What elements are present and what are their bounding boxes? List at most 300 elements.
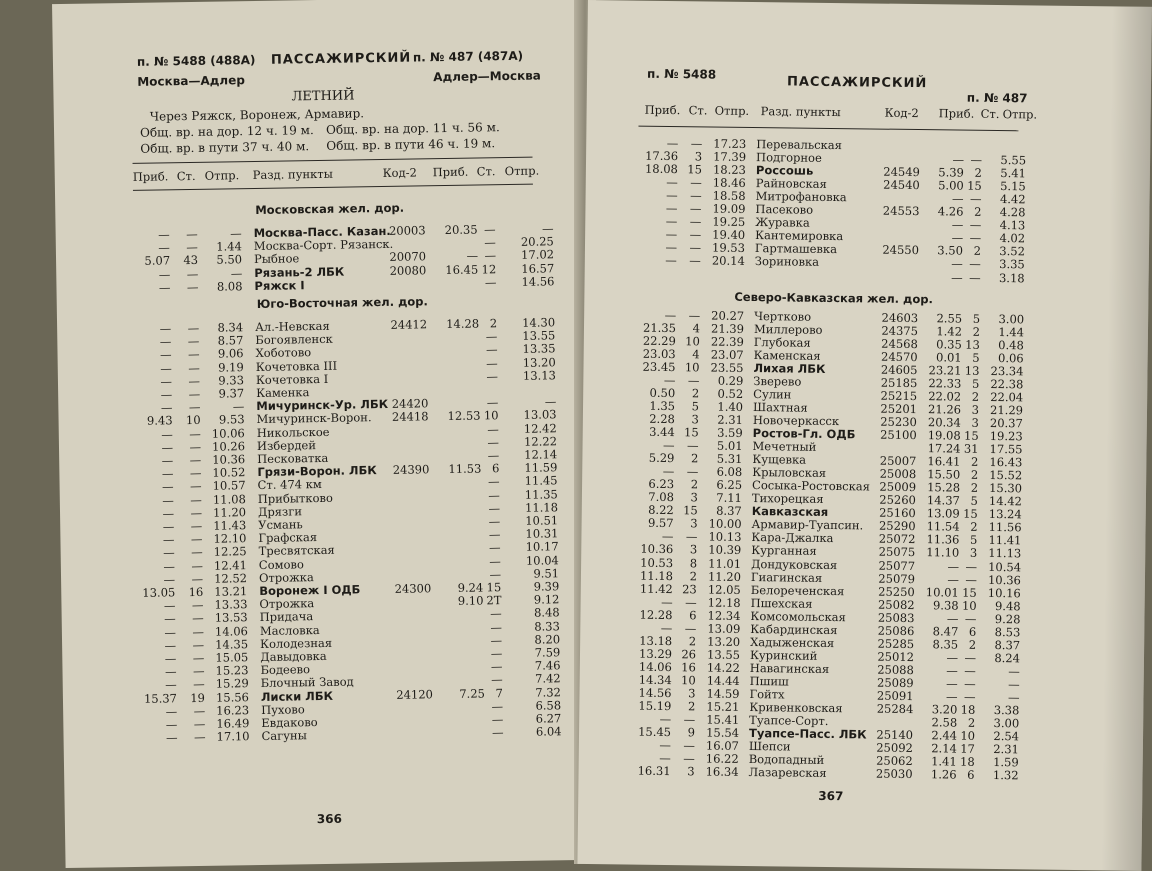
cell-arr: 3.44 (635, 426, 675, 439)
right-page (577, 0, 1152, 871)
cell-code: 25030 (868, 768, 912, 782)
cell-arr: — (138, 533, 174, 547)
cell-dep: 16.49 (209, 717, 249, 731)
cell-stop: 10 (172, 414, 200, 427)
cell-dep2: 11.56 (978, 521, 1022, 535)
cell-dep2: 0.06 (980, 351, 1024, 365)
cell-stop2: 2 (962, 482, 978, 495)
cell-dep2: 7.59 (508, 646, 560, 660)
cell-arr: — (638, 189, 678, 202)
cell-stop2: 13 (964, 338, 980, 351)
cell-dep2: 6.58 (509, 699, 561, 713)
cell-stop: 10 (676, 335, 700, 348)
cell-arr: — (140, 652, 176, 666)
cell-stop: — (173, 427, 201, 440)
col-station: Разд. пункты (761, 105, 841, 119)
cell-code: 20080 (374, 264, 426, 278)
cell-stop: — (177, 718, 205, 731)
cell-code: 25260 (872, 494, 916, 508)
cell-station: Ряжск I (254, 279, 304, 293)
cell-stop: 10 (675, 361, 699, 374)
cell-dep2: 13.13 (504, 369, 556, 383)
cell-dep: 6.08 (700, 466, 742, 480)
cell-dep2: 0.48 (980, 338, 1024, 352)
cell-stop: 2 (674, 478, 698, 491)
cell-arr2: 16.45 (432, 263, 478, 277)
cell-code (869, 716, 913, 717)
cell-code: 25062 (869, 755, 913, 769)
cell-arr: — (140, 665, 176, 679)
cell-stop2: — (482, 357, 498, 370)
cell-stop: 2 (672, 635, 696, 648)
cell-arr: 11.18 (633, 569, 673, 582)
cell-stop2: 12 (480, 263, 496, 276)
cell-arr: — (134, 228, 170, 242)
cell-arr2: 1.42 (920, 325, 962, 339)
cell-arr2: 10.01 (917, 586, 959, 600)
cell-arr2: 15.50 (918, 468, 960, 482)
cell-arr2: 3.50 (921, 244, 963, 258)
cell-station: Лихая ЛБК (753, 362, 825, 376)
cell-arr2: 23.21 (919, 364, 961, 378)
col-station: Разд. пункты (253, 168, 333, 182)
cell-dep: 11.20 (699, 570, 741, 584)
cell-dep2: 13.03 (504, 409, 556, 423)
cell-station: Отрожка (259, 597, 314, 611)
cell-dep: 1.44 (202, 240, 242, 254)
cell-arr2 (438, 634, 484, 635)
cell-stop2: 2 (966, 167, 982, 180)
cell-stop2: 5 (961, 534, 977, 547)
cell-arr2: — (915, 690, 957, 704)
cell-code: 25185 (873, 376, 917, 390)
cell-code: 25075 (871, 546, 915, 560)
cell-code: 20070 (374, 251, 426, 265)
cell-dep: 14.44 (698, 674, 740, 688)
cell-dep2: 2.31 (975, 743, 1019, 757)
cell-arr: 8.22 (634, 504, 674, 517)
cell-stop: 3 (675, 413, 699, 426)
cell-dep: 6.25 (700, 479, 742, 493)
cell-code: 24120 (381, 688, 433, 702)
cell-station: Белореченская (751, 584, 845, 598)
cell-code (876, 140, 920, 141)
cell-dep: 11.01 (699, 557, 741, 571)
cell-stop2: — (486, 634, 502, 647)
cell-arr2 (432, 237, 478, 238)
cell-arr2 (434, 397, 480, 398)
cell-stop2: — (960, 612, 976, 625)
cell-dep: 5.01 (700, 439, 742, 453)
cell-stop: — (676, 309, 700, 322)
cell-stop2: — (960, 664, 976, 677)
col-stop: Ст. (689, 104, 708, 117)
cell-stop: 15 (675, 426, 699, 439)
cell-dep: 2.31 (701, 413, 743, 427)
cell-code (876, 192, 920, 193)
cell-arr2: 1.26 (914, 768, 956, 782)
cell-arr: 2.28 (635, 413, 675, 426)
cell-station: Кочетовка III (256, 359, 338, 373)
cell-arr: — (139, 547, 175, 561)
col-arr: Приб. (133, 170, 169, 184)
cell-arr: 23.03 (636, 347, 676, 360)
cell-station: Бодеево (260, 663, 310, 677)
cell-dep2: — (976, 678, 1020, 692)
cell-dep: 12.34 (698, 609, 740, 623)
cell-dep2: 15.52 (978, 469, 1022, 483)
train-number-right: п. № 487 (487А) (413, 49, 523, 65)
cell-stop2: 3 (963, 404, 979, 417)
cell-stop2: — (484, 489, 500, 502)
cell-dep2: 11.45 (505, 475, 557, 489)
cell-arr: — (637, 254, 677, 267)
cell-dep: 12.18 (699, 596, 741, 610)
cell-arr: — (631, 713, 671, 726)
cell-stop2: 5 (964, 351, 980, 364)
cell-code: 24412 (375, 318, 427, 332)
cell-stop2: — (483, 423, 499, 436)
cell-dep: 15.56 (209, 691, 249, 705)
cell-dep2: 3.52 (981, 245, 1025, 259)
cell-arr2: — (916, 664, 958, 678)
cell-arr2: 9.10 (437, 595, 483, 609)
cell-stop: 3 (678, 150, 702, 163)
cell-stop2: — (483, 449, 499, 462)
cell-dep2: 10.36 (977, 573, 1021, 587)
cell-station: Шахтная (753, 401, 808, 415)
cell-dep: 0.52 (701, 387, 743, 401)
cell-code: 25201 (873, 402, 917, 416)
cell-station: Шепси (749, 740, 791, 754)
cell-dep2: 13.24 (978, 508, 1022, 522)
cell-arr2: — (921, 258, 963, 272)
cell-arr: — (139, 560, 175, 574)
cell-code (377, 437, 429, 438)
cell-code (875, 231, 919, 232)
cell-dep: 17.10 (209, 730, 249, 744)
cell-stop: — (173, 467, 201, 480)
cell-station: Масловка (260, 624, 320, 638)
cell-stop2: 2 (962, 521, 978, 534)
col-code: Код-2 (885, 107, 919, 120)
cell-code: 25079 (871, 572, 915, 586)
cell-station: Водопадный (749, 753, 825, 767)
cell-dep2: 3.18 (981, 271, 1025, 285)
cell-dep2: 10.31 (506, 527, 558, 541)
cell-stop: — (673, 596, 697, 609)
cell-station: Евдаково (261, 716, 318, 730)
cell-code (374, 277, 426, 278)
cell-arr2: 0.01 (920, 351, 962, 365)
cell-dep: 0.29 (701, 374, 743, 388)
train-number-right: п. № 487 (967, 91, 1028, 106)
cell-dep2: 4.02 (981, 232, 1025, 246)
cell-arr2 (438, 661, 484, 662)
cell-dep: 12.05 (699, 583, 741, 597)
cell-station: Пасеково (755, 203, 813, 217)
cell-arr2: 2.58 (915, 716, 957, 730)
cell-dep: 13.55 (698, 648, 740, 662)
cell-code (376, 371, 428, 372)
cell-station: Зверево (753, 375, 801, 389)
cell-station: Кантемировка (755, 229, 843, 243)
cell-arr: — (137, 428, 173, 442)
travel-time-road-2: Общ. вр. на дор. 11 ч. 56 м. (326, 120, 500, 137)
cell-dep: 17.39 (704, 150, 746, 164)
cell-station: Куринский (750, 649, 817, 663)
cell-arr2: 0.35 (920, 338, 962, 352)
cell-arr: 18.08 (638, 163, 678, 176)
cell-arr2: 5.39 (922, 166, 964, 180)
cell-dep2: 8.24 (976, 652, 1020, 666)
cell-dep2: 3.00 (980, 312, 1024, 326)
cell-arr: — (134, 268, 170, 282)
cell-arr2 (437, 542, 483, 543)
cell-code: 24420 (376, 397, 428, 411)
cell-code (376, 358, 428, 359)
cell-arr: 6.23 (634, 478, 674, 491)
cell-dep2: — (976, 665, 1020, 679)
cell-code (381, 727, 433, 728)
cell-station: Журавка (755, 216, 810, 230)
cell-dep2: 10.51 (506, 514, 558, 528)
cell-arr: — (140, 626, 176, 640)
cell-code: 24375 (874, 324, 918, 338)
cell-station: Новочеркасск (753, 414, 839, 428)
cell-stop2: — (485, 568, 501, 581)
cell-stop2: — (965, 232, 981, 245)
cell-stop: — (677, 255, 701, 268)
cell-dep2: 7.46 (508, 659, 560, 673)
travel-time-total-1: Общ. вр. в пути 37 ч. 40 м. (140, 139, 309, 156)
cell-arr2: — (921, 231, 963, 245)
cell-dep: — (202, 267, 242, 281)
cell-arr: 13.18 (632, 634, 672, 647)
cell-dep: 12.41 (207, 559, 247, 573)
cell-dep: 13.21 (207, 585, 247, 599)
cell-station: Гойтх (749, 688, 784, 701)
cell-dep: 8.37 (700, 505, 742, 519)
cell-arr: 22.29 (636, 334, 676, 347)
cell-dep: 19.25 (703, 216, 745, 230)
railway-section-title: Московская жел. дор. (255, 201, 404, 217)
cell-stop2: 7 (487, 687, 503, 700)
cell-code: 25160 (872, 507, 916, 521)
cell-dep: 10.00 (700, 518, 742, 532)
cell-arr: — (633, 530, 673, 543)
cell-stop: — (677, 202, 701, 215)
cell-station: Каменка (256, 386, 309, 400)
cell-arr2: 13.09 (918, 507, 960, 521)
cell-stop: — (176, 639, 204, 652)
timetable-left (52, 0, 582, 4)
cell-arr2: 20.34 (919, 416, 961, 430)
col-arr: Приб. (645, 104, 681, 117)
cell-dep2: 14.56 (502, 275, 554, 289)
header-rule-bottom (133, 184, 533, 191)
cell-stop2: 2 (965, 245, 981, 258)
cell-station: Графская (258, 531, 317, 545)
cell-dep: 10.57 (206, 480, 246, 494)
cell-dep2: 11.41 (977, 534, 1021, 548)
cell-stop: 23 (673, 583, 697, 596)
cell-arr: — (138, 481, 174, 495)
cell-dep: 20.14 (703, 255, 745, 269)
cell-arr: — (140, 639, 176, 653)
cell-arr2 (437, 555, 483, 556)
cell-arr2: 11.54 (918, 520, 960, 534)
cell-stop: 4 (676, 348, 700, 361)
cell-code: 25250 (871, 585, 915, 599)
cell-arr2: — (916, 612, 958, 626)
cell-stop: — (171, 348, 199, 361)
cell-stop2: 6 (960, 625, 976, 638)
cell-stop2: — (965, 219, 981, 232)
cell-code: 20003 (374, 224, 426, 238)
cell-dep2: 11.35 (506, 488, 558, 502)
cell-stop2: 6 (958, 769, 974, 782)
col-stop2: Ст. (981, 108, 1000, 121)
cell-stop: — (170, 281, 198, 294)
cell-arr2: 14.28 (433, 317, 479, 331)
cell-dep2: — (502, 222, 554, 236)
cell-dep2: 8.53 (976, 626, 1020, 640)
cell-stop2: — (482, 396, 498, 409)
cell-dep: 14.06 (208, 625, 248, 639)
cell-arr2 (439, 700, 485, 701)
cell-station: Москва-Пасс. Казан. (254, 225, 391, 240)
cell-arr2: 22.33 (919, 377, 961, 391)
cell-dep: — (204, 400, 244, 414)
cell-stop: — (175, 573, 203, 586)
cell-station: Сосыка-Ростовская (752, 479, 870, 493)
cell-stop2: — (480, 276, 496, 289)
cell-stop: — (170, 228, 198, 241)
cell-dep: 10.39 (699, 544, 741, 558)
cell-dep2: 20.37 (979, 417, 1023, 431)
cell-arr2 (433, 331, 479, 332)
cell-dep: 13.53 (208, 612, 248, 626)
cell-dep: 10.06 (205, 427, 245, 441)
route-via: Через Ряжск, Воронеж, Армавир. (150, 106, 364, 123)
cell-stop2: — (481, 344, 497, 357)
cell-code: 25072 (871, 533, 915, 547)
cell-arr: 7.08 (634, 491, 674, 504)
cell-arr: — (139, 573, 175, 587)
cell-dep2: 16.43 (978, 456, 1022, 470)
cell-dep: 7.11 (700, 492, 742, 506)
cell-dep2: 8.37 (976, 639, 1020, 653)
cell-dep2: 7.42 (509, 673, 561, 687)
cell-dep: 15.41 (697, 713, 739, 727)
cell-station: Гиагинская (751, 571, 822, 585)
cell-station: Давыдовка (260, 650, 327, 664)
col-arr2: Приб. (939, 107, 975, 120)
cell-stop: — (172, 388, 200, 401)
cell-stop2: 10 (959, 730, 975, 743)
cell-stop2: 31 (962, 443, 978, 456)
cell-arr: — (137, 441, 173, 455)
cell-arr2: 5.00 (922, 179, 964, 193)
cell-code (378, 490, 430, 491)
cell-stop: 9 (671, 726, 695, 739)
cell-arr: 10.53 (633, 556, 673, 569)
cell-station: Пухово (261, 703, 305, 717)
cell-code (379, 543, 431, 544)
cell-arr2 (438, 647, 484, 648)
cell-dep2 (982, 141, 1026, 142)
cell-code: 25100 (873, 429, 917, 443)
cell-stop2: 2 (481, 317, 497, 330)
cell-arr2: 20.35 (432, 224, 478, 238)
cell-arr2: 15.28 (918, 481, 960, 495)
cell-dep: 10.13 (699, 531, 741, 545)
cell-arr: — (136, 388, 172, 402)
cell-stop2: — (483, 476, 499, 489)
cell-station: Усмань (258, 518, 303, 532)
cell-dep2: 11.13 (977, 547, 1021, 561)
cell-code (378, 503, 430, 504)
cell-dep: 17.23 (704, 137, 746, 151)
cell-code (379, 556, 431, 557)
cell-arr: — (137, 468, 173, 482)
cell-arr2: 8.35 (916, 638, 958, 652)
cell-dep: 5.50 (202, 254, 242, 268)
cell-station: Лазаревская (748, 766, 826, 780)
cell-stop2: 15 (962, 508, 978, 521)
cell-arr: — (141, 718, 177, 732)
cell-code (378, 477, 430, 478)
cell-stop: — (176, 665, 204, 678)
cell-dep: 15.23 (208, 664, 248, 678)
cell-arr: 15.45 (631, 726, 671, 739)
cell-code (378, 516, 430, 517)
cell-dep2: 3.35 (981, 258, 1025, 272)
cell-dep2: 6.27 (509, 712, 561, 726)
route-right: Адлер—Москва (433, 68, 541, 84)
cell-station: Сулин (753, 388, 791, 401)
cell-arr2: — (432, 250, 478, 264)
cell-stop2: 2 (962, 469, 978, 482)
page-number-left: 366 (317, 812, 342, 826)
cell-stop: 3 (674, 517, 698, 530)
cell-arr: — (635, 373, 675, 386)
cell-code: 25140 (869, 729, 913, 743)
cell-code (377, 424, 429, 425)
cell-arr: 9.43 (137, 415, 173, 429)
cell-arr: — (637, 202, 677, 215)
cell-stop: — (173, 454, 201, 467)
cell-dep: 11.08 (206, 493, 246, 507)
cell-dep2: 1.59 (975, 756, 1019, 770)
cell-arr2: — (916, 651, 958, 665)
cell-dep: 9.33 (204, 374, 244, 388)
cell-stop: — (177, 705, 205, 718)
cell-dep: 14.35 (208, 638, 248, 652)
cell-dep2: 13.20 (504, 356, 556, 370)
cell-stop: — (175, 599, 203, 612)
cell-station: Митрофановка (756, 190, 847, 204)
cell-stop: — (671, 752, 695, 765)
cell-code (875, 257, 919, 258)
cell-stop: — (673, 530, 697, 543)
cell-dep: 16.23 (209, 704, 249, 718)
cell-stop: — (677, 215, 701, 228)
cell-stop2: 15 (485, 581, 501, 594)
cell-code: 25008 (872, 468, 916, 482)
col-dep2: Отпр. (505, 165, 540, 179)
